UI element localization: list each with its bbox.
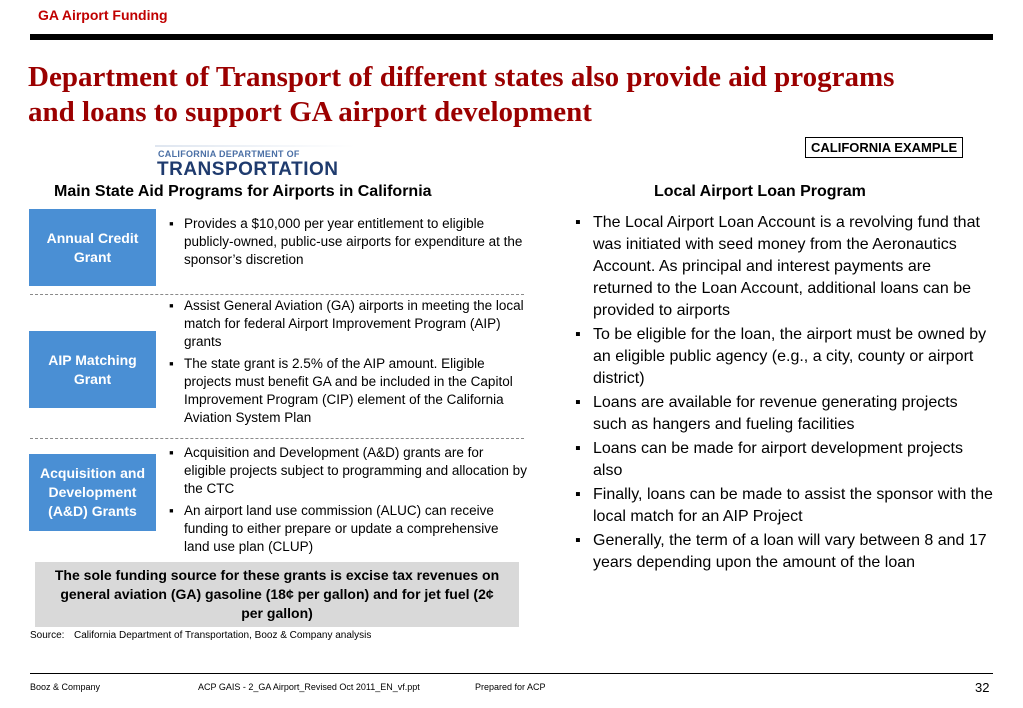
- source-text: California Department of Transportation, Booz & Company analysis: [74, 630, 372, 641]
- source-note: [30, 630, 371, 641]
- left-column-header: Main State Aid Programs for Airports in California: [54, 183, 432, 200]
- example-badge: CALIFORNIA EXAMPLE: [805, 137, 963, 158]
- grant-box-acquisition-development: [29, 454, 156, 531]
- acquisition-development-bullets: [167, 444, 527, 560]
- divider: [30, 294, 524, 295]
- list-item: ▪ Generally, the term of a loan will vary between 8 and 17 years depending upon the amount of the loan: [573, 530, 993, 574]
- grant-name: AIP Matching Grant: [48, 351, 137, 387]
- page-title: Department of Transport of different states also provide aid programs and loans to support GA airport development: [28, 61, 895, 128]
- logo-bar: [155, 145, 355, 147]
- list-item: ▪ An airport land use commission (ALUC) can receive funding to either prepare or update a comprehensive land use plan (CLUP): [167, 502, 527, 556]
- funding-note: The sole funding source for these grants is excise tax revenues on general aviation (GA) gasoline (18¢ per gallon) and for jet fuel (2¢ per gallon): [54, 567, 500, 621]
- logo-line-1: CALIFORNIA DEPARTMENT OF: [158, 149, 300, 159]
- section-label: GA Airport Funding: [38, 7, 168, 23]
- footer-filename: ACP GAIS - 2_GA Airport_Revised Oct 2011_EN_vf.ppt: [198, 682, 420, 692]
- right-column-header: Local Airport Loan Program: [654, 183, 866, 200]
- list-item: ▪ The state grant is 2.5% of the AIP amount. Eligible projects must benefit GA and be included in the Capitol Improvement Program (CIP) element of the California Aviation System Plan: [167, 355, 527, 427]
- grant-name: Acquisition and Development (A&D) Grants: [40, 465, 145, 519]
- list-item: ▪ Loans are available for revenue generating projects such as hangers and fueling facilities: [573, 392, 993, 436]
- aip-matching-bullets: [167, 297, 527, 431]
- loan-program-bullets: [573, 212, 993, 576]
- grant-box-annual-credit: [29, 209, 156, 286]
- list-item: ▪ Assist General Aviation (GA) airports in meeting the local match for federal Airport Improvement Program (AIP) grants: [167, 297, 527, 351]
- footer-rule: [30, 673, 993, 674]
- list-item: ▪ The Local Airport Loan Account is a revolving fund that was initiated with seed money from the Aeronautics Account. As principal and interest payments are returned to the Loan Account, additional loans can be provided to airports: [573, 212, 993, 322]
- funding-source-box: [35, 562, 519, 627]
- divider: [30, 438, 524, 439]
- logo-line-2: TRANSPORTATION: [157, 159, 339, 180]
- footer-company: Booz & Company: [30, 682, 101, 692]
- footer-prepared-for: Prepared for ACP: [475, 682, 546, 692]
- list-item: ▪ Acquisition and Development (A&D) grants are for eligible projects subject to programming and allocation by the CTC: [167, 444, 527, 498]
- caltrans-logo: [155, 143, 355, 181]
- source-label: Source:: [30, 630, 65, 641]
- list-item: ▪ Provides a $10,000 per year entitlement to eligible publicly-owned, public-use airports for expenditure at the sponsor’s discretion: [167, 215, 527, 269]
- grant-name: Annual Credit Grant: [46, 229, 139, 265]
- list-item: ▪ Finally, loans can be made to assist the sponsor with the local match for an AIP Project: [573, 484, 993, 528]
- top-rule: [30, 34, 993, 40]
- list-item: ▪ To be eligible for the loan, the airport must be owned by an eligible public agency (e.g., a city, county or airport district): [573, 324, 993, 390]
- list-item: ▪ Loans can be made for airport development projects also: [573, 438, 993, 482]
- grant-box-aip-matching: [29, 331, 156, 408]
- page-number: 32: [975, 680, 990, 695]
- annual-credit-bullets: [167, 215, 527, 273]
